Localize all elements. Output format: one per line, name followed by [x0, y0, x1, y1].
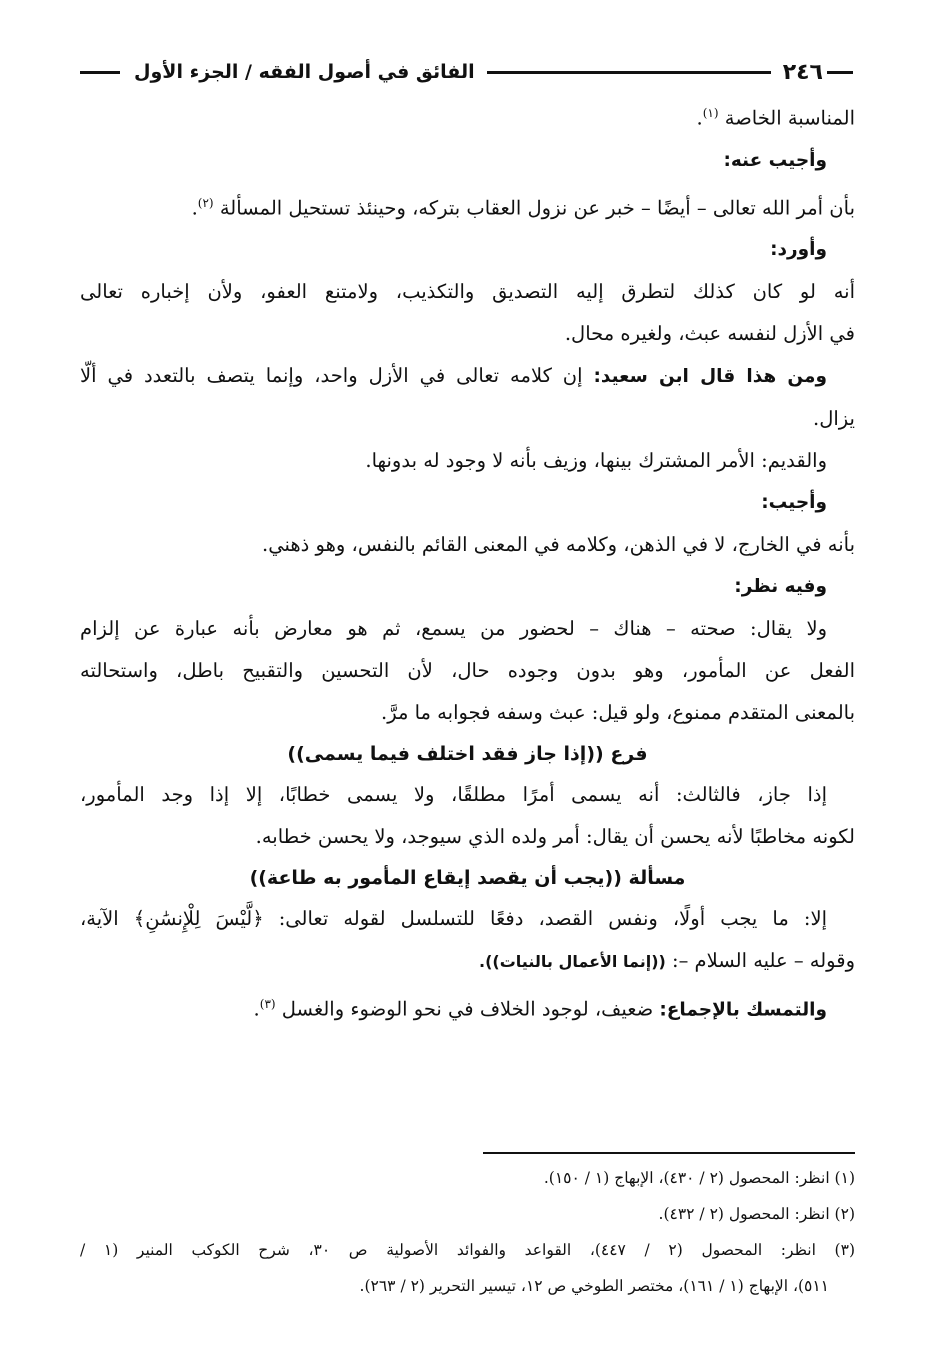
main-text	[80, 92, 855, 1032]
text-span: المناسبة الخاصة	[724, 106, 855, 130]
footnote-2: (٢) انظر: المحصول (٢ / ٤٣٢).	[658, 1205, 855, 1223]
text-span: ضعيف، لوجود الخلاف في نحو الوضوء والغسل	[281, 997, 654, 1021]
book-title: الفائق في أصول الفقه / الجزء الأول	[134, 61, 475, 83]
text-line: بالمعنى المتقدم ممنوع، ولو قيل: عبث وسفه فجوابه ما مرَّ.	[381, 701, 855, 724]
footnote-3-continued: ٥١١)، الإبهاج (١ / ١٦١)، مختصر الطوخي ص ١٢، تيسير التحرير (٢ / ٢٦٣).	[359, 1277, 829, 1295]
text-line: الفعل عن المأمور، وهو بدون وجوده حال، لأن التحسين والتقبيح باطل، واستحالته	[80, 659, 855, 682]
footnote-ref[interactable]: (٣)	[259, 997, 276, 1011]
bold-span: ومن هذا قال ابن سعيد:	[593, 366, 827, 387]
text-line: إلا: ما يجب أولًا، ونفس القصد، دفعًا للتسلسل لقوله تعالى: ﴿لَّيْسَ لِلْإِنسَٰنِ﴾ الآية،	[80, 907, 827, 930]
footnote-ref[interactable]: (١)	[702, 106, 719, 120]
text-line	[80, 92, 855, 140]
page-number-text: ٢٤٦	[782, 59, 823, 85]
footnote-1: (١) انظر: المحصول (٢ / ٤٣٠)، الإبهاج (١ / ١٥٠).	[543, 1169, 855, 1187]
text-line	[80, 940, 855, 983]
text-span: إن كلامه تعالى في الأزل واحد، وإنما يتصف بالتعدد في ألّا	[80, 364, 583, 387]
text-line: لكونه مخاطبًا لأنه يحسن أن يقال: أمر ولده الذي سيوجد، ولا يحسن خطابه.	[255, 825, 855, 848]
subheading-answer: وأجيب عنه:	[723, 149, 827, 171]
hadith-quote: ((إنما الأعمال بالنيات)).	[479, 952, 666, 971]
footnote-3: (٣) انظر: المحصول (٢ / ٤٤٧)، القواعد والفوائد الأصولية ص ٣٠، شرح الكوكب المنير (١ /	[80, 1241, 855, 1259]
text-line: يزال.	[813, 407, 855, 430]
text-line	[80, 182, 855, 230]
subheading-objection: وأورد:	[770, 239, 827, 260]
text-line: في الأزل لنفسه عبث، ولغيره محال.	[564, 322, 855, 345]
text-span: .	[696, 106, 703, 130]
heading-label: مسألة	[628, 867, 686, 889]
heading-label: فرع	[610, 743, 648, 765]
heading-title: ((إذا جاز فقد اختلف فيما يسمى))	[287, 743, 604, 765]
page-number	[783, 60, 853, 85]
text-span: وقوله – عليه السلام –:	[672, 949, 855, 972]
text-line: بأنه في الخارج، لا في الذهن، وكلامه في المعنى القائم بالنفس، وهو ذهني.	[262, 533, 855, 556]
section-heading-issue	[80, 858, 855, 898]
footnote-separator	[483, 1152, 855, 1154]
subheading-consideration: وفيه نظر:	[734, 576, 827, 597]
header-rule	[487, 71, 771, 74]
running-header	[80, 52, 853, 92]
heading-title: ((يجب أن يقصد إيقاع المأمور به طاعة))	[249, 867, 622, 889]
text-line	[80, 355, 855, 398]
section-heading-branch	[80, 734, 855, 774]
text-line	[80, 983, 855, 1032]
text-line: إذا جاز، فالثالث: أنه يسمى أمرًا مطلقًا، ولا يسمى خطابًا، إلا إذا وجد المأمور،	[80, 783, 827, 806]
text-line: ولا يقال: صحته – هناك – لحضور من يسمع، ثم هو معارض بأنه عبارة عن إلزام	[80, 617, 827, 640]
page-number-dash	[827, 71, 853, 74]
bold-span: والتمسك بالإجماع:	[659, 999, 827, 1021]
text-line: أنه لو كان كذلك لتطرق إليه التصديق والتكذيب، ولامتنع العفو، ولأن إخباره تعالى	[80, 280, 855, 303]
text-span: .	[191, 196, 198, 219]
header-end-rule	[80, 71, 120, 74]
text-span: .	[253, 997, 260, 1021]
footnotes	[80, 1160, 855, 1304]
text-line: والقديم: الأمر المشترك بينها، وزيف بأنه لا وجود له بدونها.	[365, 449, 827, 472]
text-span: بأن أمر الله تعالى – أيضًا – خبر عن نزول العقاب بتركه، وحينئذ تستحيل المسألة	[219, 196, 855, 219]
footnote-ref[interactable]: (٢)	[197, 195, 214, 210]
subheading-answered: وأجيب:	[761, 492, 827, 513]
